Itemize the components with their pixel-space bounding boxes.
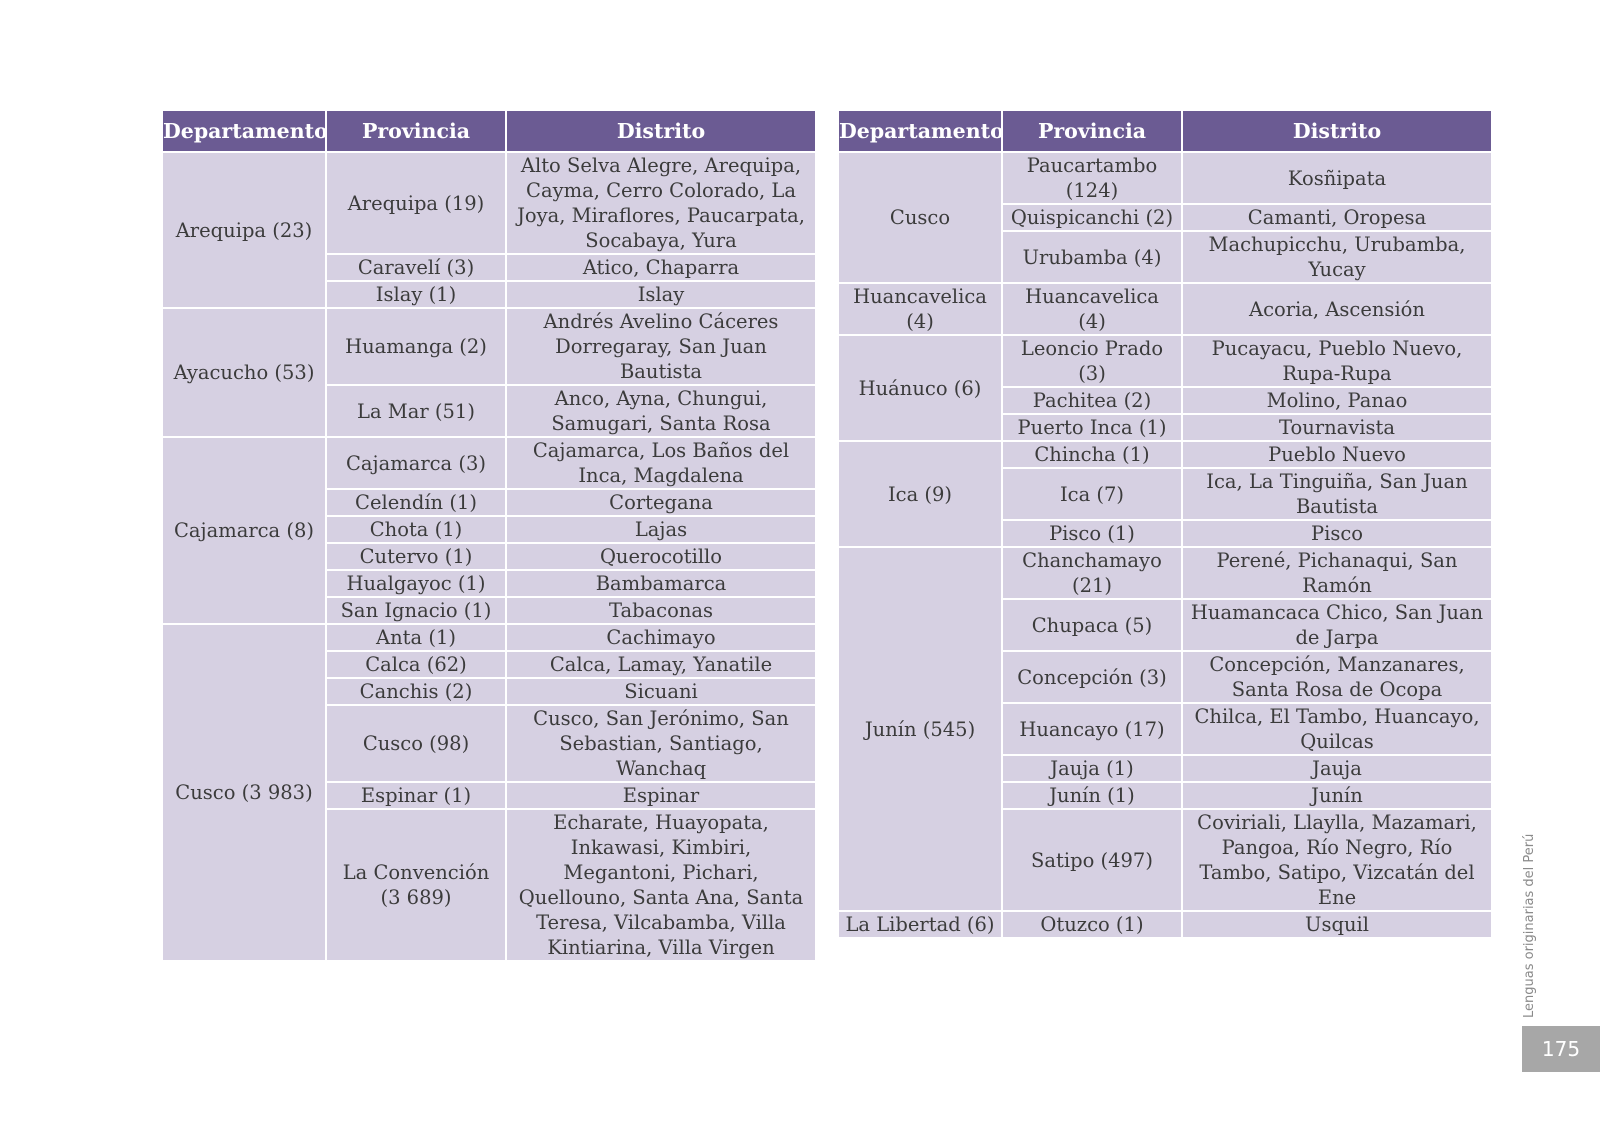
distrito-cell: Andrés Avelino Cáceres Dorregaray, San Juan Bautista — [506, 308, 816, 385]
distrito-cell: Camanti, Oropesa — [1182, 204, 1492, 231]
departamento-cell: Cusco (3 983) — [162, 624, 326, 961]
header-row — [162, 110, 816, 152]
provincia-cell: Paucartambo (124) — [1002, 152, 1182, 204]
header-row — [838, 110, 1492, 152]
table-row — [838, 547, 1492, 599]
distrito-cell: Huamancaca Chico, San Juan de Jarpa — [1182, 599, 1492, 651]
provincia-cell: Espinar (1) — [326, 782, 506, 809]
distrito-cell: Perené, Pichanaqui, San Ramón — [1182, 547, 1492, 599]
distrito-cell: Concepción, Manzanares, Santa Rosa de Ocopa — [1182, 651, 1492, 703]
distrito-cell: Tabaconas — [506, 597, 816, 624]
left-table — [161, 109, 817, 962]
provincia-cell: Chanchamayo (21) — [1002, 547, 1182, 599]
provincia-cell: Arequipa (19) — [326, 152, 506, 254]
distrito-cell: Anco, Ayna, Chungui, Samugari, Santa Rosa — [506, 385, 816, 437]
distrito-cell: Atico, Chaparra — [506, 254, 816, 281]
distrito-cell: Calca, Lamay, Yanatile — [506, 651, 816, 678]
provincia-cell: Chupaca (5) — [1002, 599, 1182, 651]
provincia-cell: Otuzco (1) — [1002, 911, 1182, 938]
departamento-cell: Junín (545) — [838, 547, 1002, 911]
provincia-cell: Caravelí (3) — [326, 254, 506, 281]
departamento-cell: Arequipa (23) — [162, 152, 326, 308]
provincia-cell: Chincha (1) — [1002, 441, 1182, 468]
distrito-cell: Cusco, San Jerónimo, San Sebastian, Santiago, Wanchaq — [506, 705, 816, 782]
provincia-cell: Urubamba (4) — [1002, 231, 1182, 283]
table-row — [838, 283, 1492, 335]
header-distrito: Distrito — [506, 110, 816, 152]
provincia-cell: La Mar (51) — [326, 385, 506, 437]
distrito-cell: Espinar — [506, 782, 816, 809]
distrito-cell: Coviriali, Llaylla, Mazamari, Pangoa, Río Negro, Río Tambo, Satipo, Vizcatán del Ene — [1182, 809, 1492, 911]
provincia-cell: Hualgayoc (1) — [326, 570, 506, 597]
provincia-cell: Chota (1) — [326, 516, 506, 543]
provincia-cell: Huamanga (2) — [326, 308, 506, 385]
provincia-cell: Puerto Inca (1) — [1002, 414, 1182, 441]
distrito-cell: Pisco — [1182, 520, 1492, 547]
table-row — [838, 335, 1492, 387]
header-departamento: Departamento — [838, 110, 1002, 152]
distrito-cell: Machupicchu, Urubamba, Yucay — [1182, 231, 1492, 283]
provincia-cell: Junín (1) — [1002, 782, 1182, 809]
distrito-cell: Islay — [506, 281, 816, 308]
distrito-cell: Cajamarca, Los Baños del Inca, Magdalena — [506, 437, 816, 489]
distrito-cell: Pueblo Nuevo — [1182, 441, 1492, 468]
header-distrito: Distrito — [1182, 110, 1492, 152]
distrito-cell: Kosñipata — [1182, 152, 1492, 204]
departamento-cell: Ica (9) — [838, 441, 1002, 547]
table-row — [838, 441, 1492, 468]
page-number: 175 — [1522, 1026, 1600, 1072]
provincia-cell: Celendín (1) — [326, 489, 506, 516]
distrito-cell: Acoria, Ascensión — [1182, 283, 1492, 335]
table-row — [162, 152, 816, 254]
distrito-cell: Lajas — [506, 516, 816, 543]
distrito-cell: Querocotillo — [506, 543, 816, 570]
table-row — [162, 437, 816, 489]
departamento-cell: Cajamarca (8) — [162, 437, 326, 624]
distrito-cell: Echarate, Huayopata, Inkawasi, Kimbiri, Megantoni, Pichari, Quellouno, Santa Ana, Santa Teresa, Vilcabamba, Villa Kintiarina, Villa Virgen — [506, 809, 816, 961]
distrito-cell: Chilca, El Tambo, Huancayo, Quilcas — [1182, 703, 1492, 755]
distrito-cell: Molino, Panao — [1182, 387, 1492, 414]
provincia-cell: Cusco (98) — [326, 705, 506, 782]
table-row — [838, 152, 1492, 204]
distrito-cell: Junín — [1182, 782, 1492, 809]
distrito-cell: Cortegana — [506, 489, 816, 516]
distrito-cell: Bambamarca — [506, 570, 816, 597]
departamento-cell: Ayacucho (53) — [162, 308, 326, 437]
distrito-cell: Tournavista — [1182, 414, 1492, 441]
provincia-cell: Canchis (2) — [326, 678, 506, 705]
provincia-cell: Jauja (1) — [1002, 755, 1182, 782]
departamento-cell: Huánuco (6) — [838, 335, 1002, 441]
provincia-cell: Pachitea (2) — [1002, 387, 1182, 414]
provincia-cell: Concepción (3) — [1002, 651, 1182, 703]
distrito-cell: Pucayacu, Pueblo Nuevo, Rupa-Rupa — [1182, 335, 1492, 387]
table-row — [162, 308, 816, 385]
provincia-cell: Leoncio Prado (3) — [1002, 335, 1182, 387]
header-provincia: Provincia — [1002, 110, 1182, 152]
departamento-cell: Huancavelica (4) — [838, 283, 1002, 335]
table-row — [838, 911, 1492, 938]
header-provincia: Provincia — [326, 110, 506, 152]
provincia-cell: Cajamarca (3) — [326, 437, 506, 489]
departamento-cell: Cusco — [838, 152, 1002, 283]
provincia-cell: Calca (62) — [326, 651, 506, 678]
distrito-cell: Alto Selva Alegre, Arequipa, Cayma, Cerro Colorado, La Joya, Miraflores, Paucarpata, Socabaya, Yura — [506, 152, 816, 254]
distrito-cell: Usquil — [1182, 911, 1492, 938]
distrito-cell: Jauja — [1182, 755, 1492, 782]
provincia-cell: Quispicanchi (2) — [1002, 204, 1182, 231]
table-row — [162, 624, 816, 651]
provincia-cell: Satipo (497) — [1002, 809, 1182, 911]
distrito-cell: Ica, La Tinguiña, San Juan Bautista — [1182, 468, 1492, 520]
provincia-cell: Huancavelica (4) — [1002, 283, 1182, 335]
header-departamento: Departamento — [162, 110, 326, 152]
departamento-cell: La Libertad (6) — [838, 911, 1002, 938]
provincia-cell: La Convención (3 689) — [326, 809, 506, 961]
distrito-cell: Sicuani — [506, 678, 816, 705]
provincia-cell: San Ignacio (1) — [326, 597, 506, 624]
provincia-cell: Anta (1) — [326, 624, 506, 651]
provincia-cell: Huancayo (17) — [1002, 703, 1182, 755]
provincia-cell: Ica (7) — [1002, 468, 1182, 520]
provincia-cell: Pisco (1) — [1002, 520, 1182, 547]
provincia-cell: Islay (1) — [326, 281, 506, 308]
side-caption: Lenguas originarias del Perú — [1522, 833, 1537, 1018]
right-table — [837, 109, 1493, 939]
distrito-cell: Cachimayo — [506, 624, 816, 651]
provincia-cell: Cutervo (1) — [326, 543, 506, 570]
